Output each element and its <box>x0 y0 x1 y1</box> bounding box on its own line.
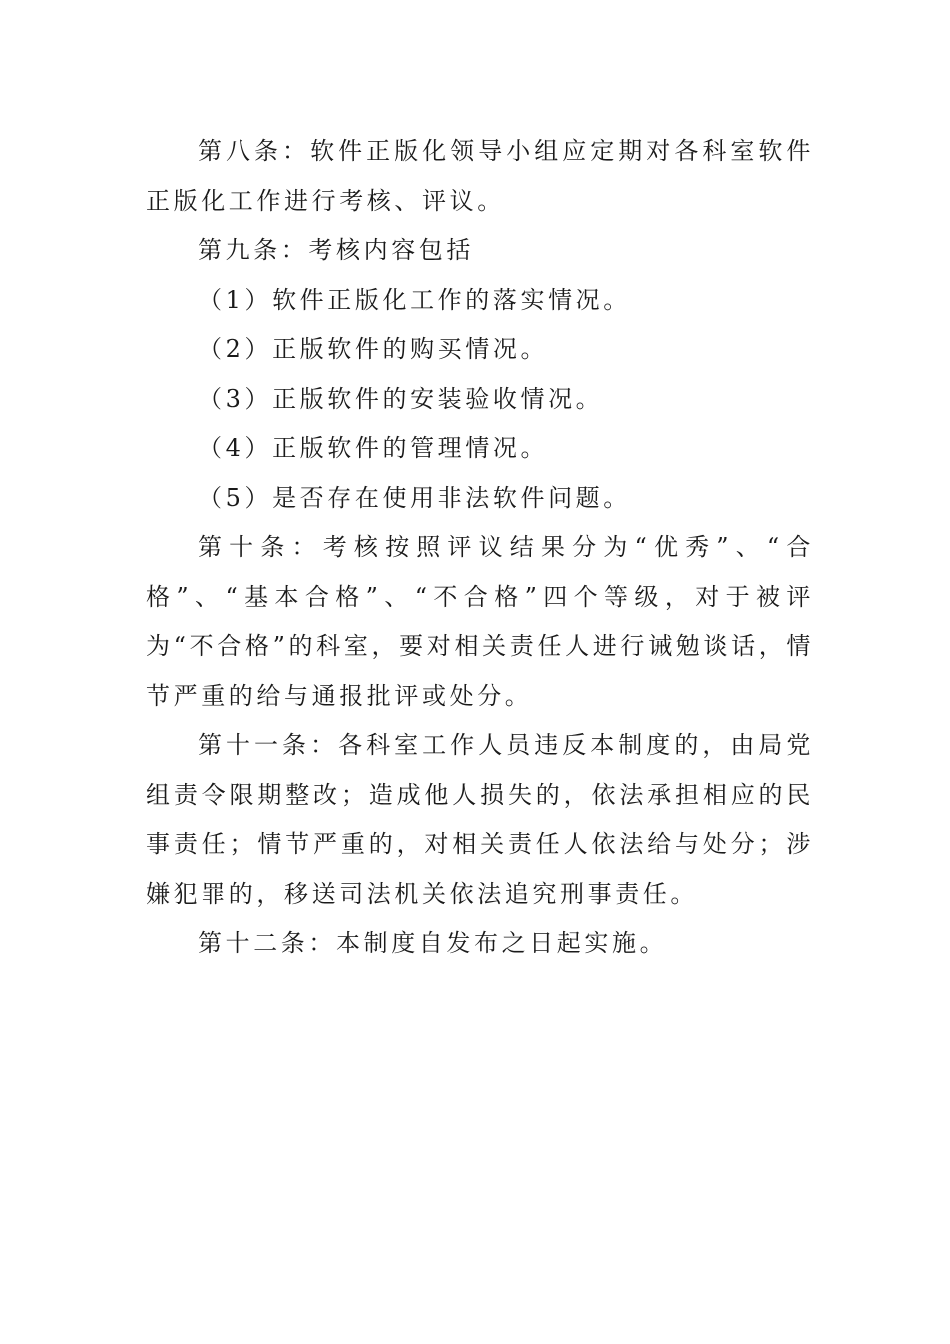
assessment-item-5: （5）是否存在使用非法软件问题。 <box>198 483 631 512</box>
assessment-item-3: （3）正版软件的安装验收情况。 <box>198 384 604 413</box>
assessment-item-2: （2）正版软件的购买情况。 <box>198 335 549 363</box>
article-9-paragraph: 第九条：考核内容包括 <box>198 236 474 264</box>
article-10-paragraph: 第十条：考核按照评议结果分为“优秀”、“合格”、“基本合格”、“不合格”四个等级，对于被评为“不合格”的科室，要对相关责任人进行诫勉谈话，情节严重的给与通报批评或处分。 <box>146 533 814 710</box>
article-12-paragraph: 第十二条：本制度自发布之日起实施。 <box>198 929 668 957</box>
article-11-paragraph: 第十一条：各科室工作人员违反本制度的，由局党组责令限期整改；造成他人损失的，依法承担相应的民事责任；情节严重的，对相关责任人依法给与处分；涉嫌犯罪的，移送司法机关依法追究刑事责任。 <box>146 731 814 908</box>
assessment-item-1: （1）软件正版化工作的落实情况。 <box>198 285 631 314</box>
article-8-paragraph: 第八条：软件正版化领导小组应定期对各科室软件正版化工作进行考核、评议。 <box>146 137 814 215</box>
assessment-item-4: （4）正版软件的管理情况。 <box>198 434 549 462</box>
document-body <box>146 127 814 969</box>
